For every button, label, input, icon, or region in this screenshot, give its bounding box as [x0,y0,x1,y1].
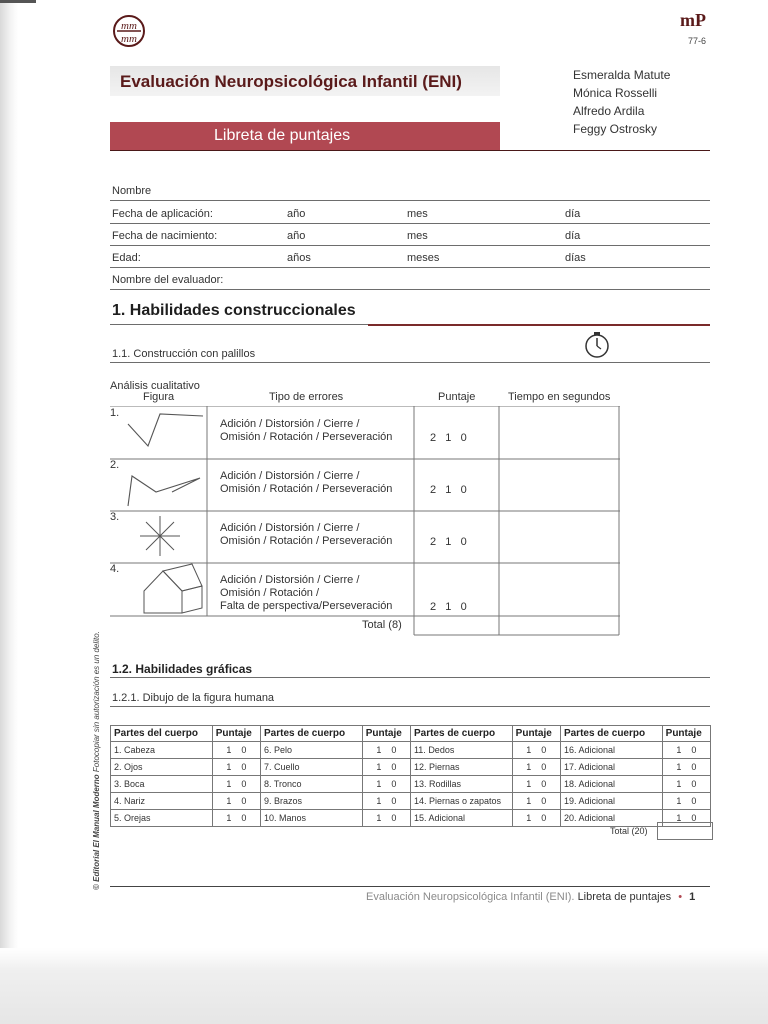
page-left-edge [0,0,18,1024]
part-cell: 17. Adicional [560,759,662,776]
score-cell[interactable]: 1 0 [212,776,260,793]
col-tiempo: Tiempo en segundos [508,391,611,403]
figure-2-drawing [128,476,200,506]
author-1: Esmeralda Matute [573,68,671,82]
score-cell[interactable]: 1 0 [662,759,710,776]
part-cell: 13. Rodillas [410,776,512,793]
section-1-title: 1. Habilidades construccionales [112,302,356,319]
part-cell: 9. Brazos [260,793,362,810]
author-2: Mónica Rosselli [573,86,658,100]
row-2-errors: Adición / Distorsión / Cierre / Omisión / Rotación / Perseveración [220,470,393,495]
part-cell: 2. Ojos [111,759,213,776]
logo-text-top: mm [121,20,137,32]
copyright-publisher: © Editorial El Manual Moderno [92,774,101,890]
section-1-2-1-rule [110,706,710,707]
nombre-line[interactable] [110,200,710,201]
table-row [111,810,711,827]
aplicacion-label: Fecha de aplicación: [112,208,213,220]
col-puntaje: Puntaje [438,391,476,403]
score-cell[interactable]: 1 0 [662,742,710,759]
table-row [111,742,711,759]
score-cell[interactable]: 1 0 [512,759,560,776]
part-cell: 5. Orejas [111,810,213,827]
section-1-2-1-title: 1.2.1. Dibujo de la figura humana [112,692,275,704]
header-puntaje-2: Puntaje [362,726,410,742]
table-row [111,759,711,776]
section-1-rule [368,324,710,326]
part-cell: 4. Nariz [111,793,213,810]
row-3-errors: Adición / Distorsión / Cierre / Omisión / Rotación / Perseveración [220,522,393,547]
score-cell[interactable]: 1 0 [362,759,410,776]
human-figure-table [110,725,711,827]
authors [573,66,670,138]
nacimiento-line[interactable] [110,245,710,246]
row-3-number: 3. [110,511,120,523]
row-2-number: 2. [110,459,120,471]
nacimiento-month: mes [407,230,428,242]
table-row [111,793,711,810]
logo-text-bottom: mm [121,33,137,45]
analisis-label: Análisis cualitativo [110,380,200,392]
page-bottom-shadow [0,948,768,1024]
part-cell: 10. Manos [260,810,362,827]
score-cell[interactable]: 1 0 [662,776,710,793]
copyright-rest: Fotocopiar sin autorización es un delito. [92,631,101,775]
score-cell[interactable]: 1 0 [212,742,260,759]
edad-label: Edad: [112,252,141,264]
header-puntaje-1: Puntaje [212,726,260,742]
section-1-2-title: 1.2. Habilidades gráficas [112,662,253,676]
top-mark [0,0,36,3]
evaluador-label: Nombre del evaluador: [112,274,224,286]
row-4-number: 4. [110,563,120,575]
part-cell: 15. Adicional [410,810,512,827]
footer-rule [110,886,710,887]
section-1-1-title: 1.1. Construcción con palillos [112,348,256,360]
aplicacion-day: día [565,208,581,220]
edad-days: días [565,252,586,264]
manual-moderno-logo [112,14,146,48]
row-3-score[interactable]: 2 1 0 [430,536,467,548]
stopwatch-icon [582,330,612,360]
score-cell[interactable]: 1 0 [362,776,410,793]
nacimiento-year: año [287,230,306,242]
part-cell: 18. Adicional [560,776,662,793]
page-number: 1 [689,891,696,903]
part-cell: 16. Adicional [560,742,662,759]
author-4: Feggy Ostrosky [573,122,658,136]
footer-bold: Libreta de puntajes [577,891,672,903]
figure-4-drawing [144,564,202,613]
header-puntaje-3: Puntaje [512,726,560,742]
figure-3-drawing [140,516,180,556]
row-1-number: 1. [110,407,120,419]
row-4-score[interactable]: 2 1 0 [430,601,467,613]
section-1-rule-thin [110,324,368,325]
evaluador-line[interactable] [110,289,710,290]
col-figura: Figura [143,391,175,403]
header-rule [110,150,710,151]
footer [366,891,695,903]
construction-table [110,406,620,636]
score-cell[interactable]: 1 0 [362,793,410,810]
score-cell[interactable]: 1 0 [662,793,710,810]
footer-bullet: • [678,891,683,903]
parts-header-row [111,726,711,742]
footer-text: Evaluación Neuropsicológica Infantil (ENI). [366,891,575,903]
section-1-2-rule [110,677,710,678]
header-partes-3: Partes de cuerpo [410,726,512,742]
part-cell: 20. Adicional [560,810,662,827]
figure-1-drawing [128,414,203,446]
score-cell[interactable]: 1 0 [512,810,560,827]
part-cell: 12. Piernas [410,759,512,776]
code-label: 77-6 [688,36,707,46]
part-cell: 1. Cabeza [111,742,213,759]
score-cell[interactable]: 1 0 [212,810,260,827]
part-cell: 6. Pelo [260,742,362,759]
score-cell[interactable]: 1 0 [512,776,560,793]
aplicacion-line[interactable] [110,223,710,224]
header-partes-4: Partes de cuerpo [560,726,662,742]
subtitle-band [110,122,500,150]
section-1-1-rule [110,362,710,363]
edad-years: años [287,252,311,264]
score-cell[interactable]: 1 0 [212,793,260,810]
edad-months: meses [407,252,440,264]
copyright-side-note [92,631,106,890]
score-cell[interactable]: 1 0 [512,793,560,810]
nacimiento-label: Fecha de nacimiento: [112,230,218,242]
table-row [111,776,711,793]
edad-line[interactable] [110,267,710,268]
page-title: Evaluación Neuropsicológica Infantil (ENI) [120,72,462,91]
part-cell: 7. Cuello [260,759,362,776]
row-1-errors: Adición / Distorsión / Cierre / Omisión / Rotación / Perseveración [220,418,393,443]
row-4-errors: Adición / Distorsión / Cierre / Omisión / Rotación / Falta de perspectiva/Perseveración [220,574,393,612]
part-cell: 14. Piernas o zapatos [410,793,512,810]
header-partes-1: Partes del cuerpo [111,726,213,742]
score-cell[interactable]: 1 0 [512,742,560,759]
part-cell: 8. Tronco [260,776,362,793]
part-cell: 19. Adicional [560,793,662,810]
nombre-label: Nombre [112,185,152,197]
aplicacion-month: mes [407,208,428,220]
header-puntaje-4: Puntaje [662,726,710,742]
score-cell[interactable]: 1 0 [362,810,410,827]
header-partes-2: Partes de cuerpo [260,726,362,742]
construction-total: Total (8) [362,619,402,631]
brand-mark: mP [680,10,706,30]
nacimiento-day: día [565,230,581,242]
score-cell[interactable]: 1 0 [362,742,410,759]
col-tipo-errores: Tipo de errores [269,391,344,403]
total-box[interactable] [657,822,713,840]
score-cell[interactable]: 1 0 [662,810,710,827]
row-2-score[interactable]: 2 1 0 [430,484,467,496]
page-subtitle: Libreta de puntajes [214,127,351,144]
row-1-score[interactable]: 2 1 0 [430,432,467,444]
human-figure-total: Total (20) [610,826,648,836]
score-cell[interactable]: 1 0 [212,759,260,776]
aplicacion-year: año [287,208,306,220]
part-cell: 11. Dedos [410,742,512,759]
author-3: Alfredo Ardila [573,104,645,118]
part-cell: 3. Boca [111,776,213,793]
